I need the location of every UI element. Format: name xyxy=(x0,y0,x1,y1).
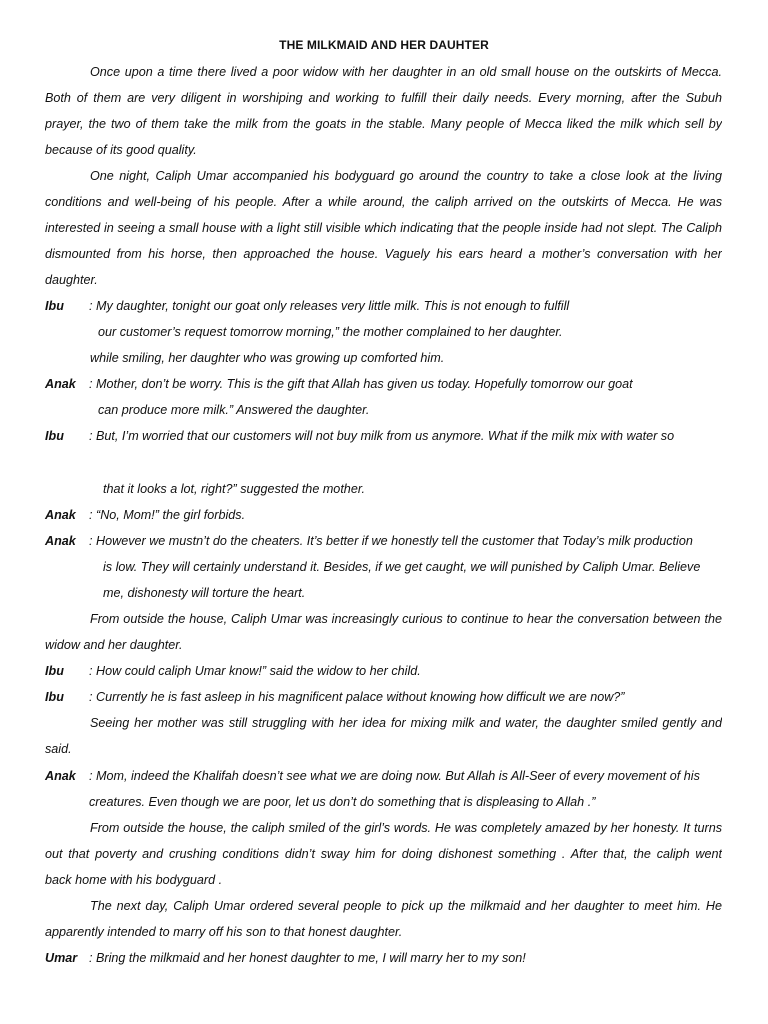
paragraph-line: One night, Caliph Umar accompanied his bodyguard go around the country to take a close look at the living xyxy=(90,169,722,183)
speaker-label: Ibu xyxy=(45,664,64,678)
paragraph-line: Once upon a time there lived a poor widow with her daughter in an old small house on the outskirts of Mecca. xyxy=(90,65,722,79)
speaker-label: Umar xyxy=(45,951,78,965)
dialogue-line: : How could caliph Umar know!” said the widow to her child. xyxy=(89,664,421,678)
paragraph-line: apparently intended to marry off his son to that honest daughter. xyxy=(45,925,403,939)
paragraph-line: back home with his bodyguard . xyxy=(45,873,223,887)
dialogue-line: that it looks a lot, right?” suggested the mother. xyxy=(103,482,366,496)
speaker-label: Anak xyxy=(45,508,76,522)
paragraph-line: The next day, Caliph Umar ordered several people to pick up the milkmaid and her daughter to meet him. He xyxy=(90,899,722,913)
dialogue-line: : However we mustn’t do the cheaters. It’s better if we honestly tell the customer that Today’s milk production xyxy=(89,534,693,548)
speaker-label: Anak xyxy=(45,534,76,548)
paragraph-line: Seeing her mother was still struggling with her idea for mixing milk and water, the daughter smiled gently and xyxy=(90,716,722,730)
paragraph-line: daughter. xyxy=(45,273,98,287)
paragraph-line: said. xyxy=(45,742,72,756)
dialogue-line: : “No, Mom!” the girl forbids. xyxy=(89,508,246,522)
dialogue-line: : Currently he is fast asleep in his magnificent palace without knowing how difficult we are now?” xyxy=(89,690,625,704)
story-title: THE MILKMAID AND HER DAUHTER xyxy=(279,38,489,52)
paragraph-line: prayer, the two of them take the milk from the goats in the stable. Many people of Mecca liked the milk which sell by xyxy=(45,117,722,131)
speaker-label: Ibu xyxy=(45,429,64,443)
dialogue-line: our customer’s request tomorrow morning,” the mother complained to her daughter. xyxy=(98,325,563,339)
paragraph-line: From outside the house, the caliph smiled of the girl’s words. He was completely amazed by her honesty. It turns xyxy=(90,821,722,835)
narration-line: while smiling, her daughter who was growing up comforted him. xyxy=(90,351,445,365)
paragraph-line: Both of them are very diligent in worshiping and working to fulfill their daily needs. Every morning, after the Subuh xyxy=(45,91,722,105)
speaker-label: Anak xyxy=(45,769,76,783)
dialogue-line: : Mother, don’t be worry. This is the gift that Allah has given us today. Hopefully tomorrow our goat xyxy=(89,377,633,391)
speaker-label: Ibu xyxy=(45,299,64,313)
paragraph-line: out that poverty and crushing conditions didn’t sway him for doing dishonest something . After that, the caliph went xyxy=(45,847,722,861)
dialogue-line: : Bring the milkmaid and her honest daughter to me, I will marry her to my son! xyxy=(89,951,526,965)
paragraph-line: dismounted from his horse, then approached the house. Vaguely his ears heard a mother’s conversation with her xyxy=(45,247,722,261)
dialogue-line: creatures. Even though we are poor, let us don’t do something that is displeasing to Allah .” xyxy=(89,795,596,809)
paragraph-line: From outside the house, Caliph Umar was increasingly curious to continue to hear the conversation between the xyxy=(90,612,722,626)
dialogue-line: : But, I’m worried that our customers will not buy milk from us anymore. What if the milk mix with water so xyxy=(89,429,675,443)
speaker-label: Ibu xyxy=(45,690,64,704)
paragraph-line: interested in seeing a small house with a light still visible which indicating that the people inside had not slept. The Caliph xyxy=(45,221,722,235)
dialogue-line: : My daughter, tonight our goat only releases very little milk. This is not enough to fulfill xyxy=(89,299,570,313)
paragraph-line: conditions and well-being of his people. After a while around, the caliph arrived on the outskirts of Mecca. He was xyxy=(45,195,722,209)
paragraph-line: widow and her daughter. xyxy=(45,638,183,652)
dialogue-line: me, dishonesty will torture the heart. xyxy=(103,586,306,600)
paragraph-line: because of its good quality. xyxy=(45,143,197,157)
dialogue-line: can produce more milk.” Answered the daughter. xyxy=(98,403,370,417)
dialogue-line: : Mom, indeed the Khalifah doesn’t see what we are doing now. But Allah is All-Seer of every movement of his xyxy=(89,769,700,783)
speaker-label: Anak xyxy=(45,377,76,391)
dialogue-line: is low. They will certainly understand it. Besides, if we get caught, we will punished by Caliph Umar. Believe xyxy=(103,560,701,574)
